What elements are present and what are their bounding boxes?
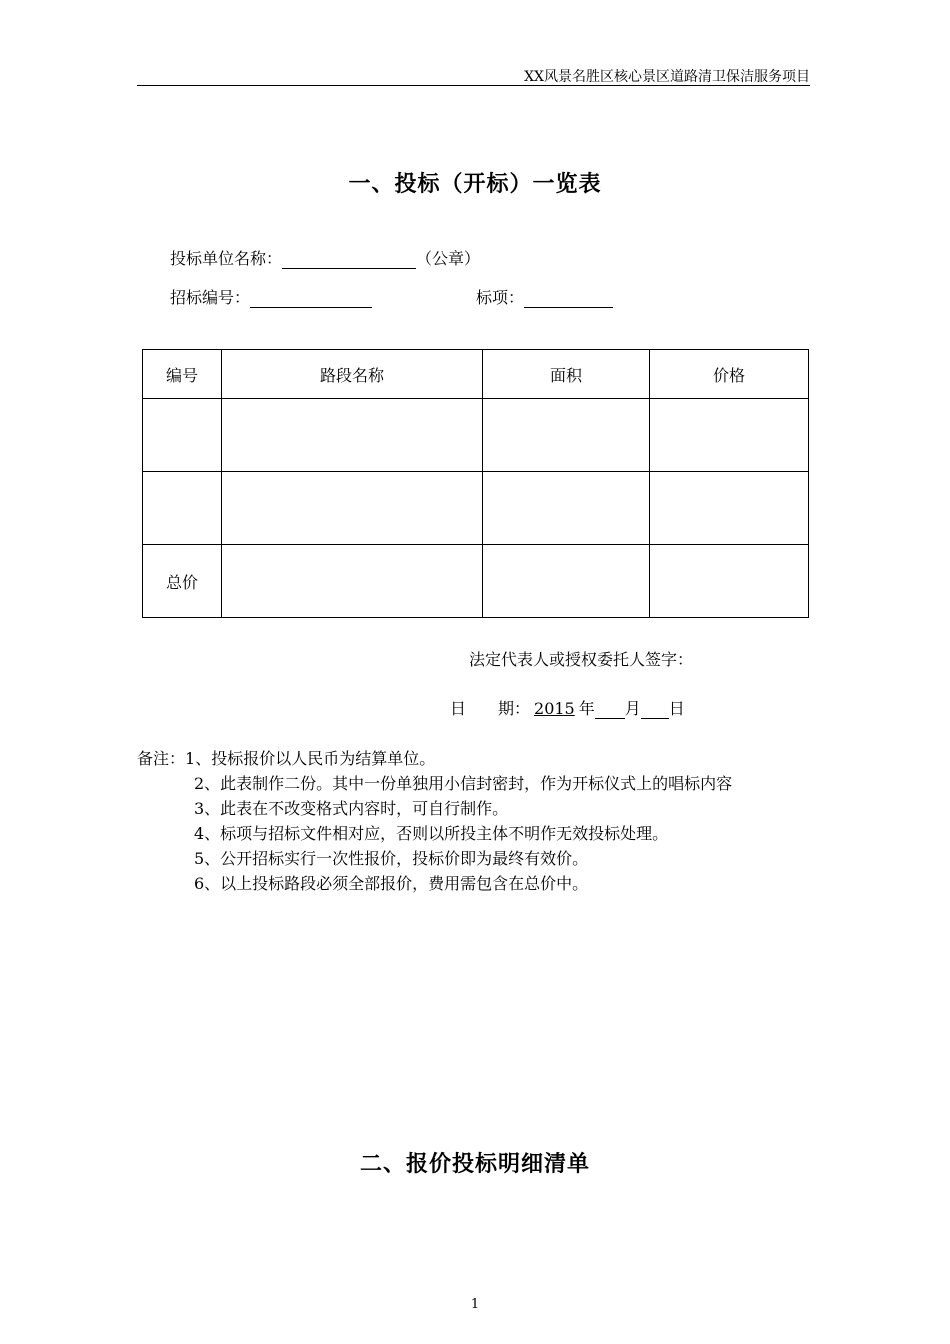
bidder-label: 投标单位名称： [170,249,283,268]
table-cell[interactable] [222,399,483,472]
note-item: 3、此表在不改变格式内容时，可自行制作。 [194,799,509,818]
signature-label: 法定代表人或授权委托人签字： [469,650,694,669]
date-line [450,696,685,719]
section-1-title: 一、投标（开标）一览表 [348,171,602,197]
notes-prefix: 备注： [137,749,186,768]
note-item: 4、标项与招标文件相对应，否则以所投主体不明作无效投标处理。 [194,824,669,843]
table-cell[interactable] [143,472,222,545]
section-2-title: 二、报价投标明细清单 [359,1151,590,1177]
table-cell[interactable] [483,472,650,545]
table-row [143,399,809,472]
table-cell[interactable] [222,472,483,545]
note-item: 5、公开招标实行一次性报价，投标价即为最终有效价。 [194,849,589,868]
total-row [143,545,809,618]
tender-no-blank[interactable] [250,289,372,308]
bidder-blank[interactable] [282,250,416,269]
date-label: 日 期： [450,699,531,718]
col-header-road-name: 路段名称 [222,350,483,399]
table-cell[interactable] [222,545,483,618]
tender-no-label: 招标编号： [170,288,251,307]
page-number: 1 [470,1297,480,1312]
date-day-unit: 日 [668,699,685,718]
date-month-unit: 月 [624,699,641,718]
table-cell[interactable] [483,545,650,618]
note-item: 1、投标报价以人民币为结算单位。 [185,749,436,768]
running-header: XX风景名胜区核心景区道路清卫保洁服务项目 [524,69,810,85]
table-header-row [143,350,809,399]
date-day-blank[interactable] [641,700,669,719]
col-header-area: 面积 [483,350,650,399]
col-header-price: 价格 [650,350,809,399]
date-year-unit: 年 [578,699,595,718]
date-month-blank[interactable] [595,700,625,719]
table-cell[interactable] [483,399,650,472]
table-cell[interactable] [143,399,222,472]
header-rule [137,85,810,86]
bid-summary-table [142,349,809,618]
bidder-suffix: （公章） [416,249,481,268]
total-label-cell: 总价 [143,545,222,618]
note-item: 2、此表制作二份。其中一份单独用小信封密封，作为开标仪式上的唱标内容 [194,774,733,793]
bidder-line [170,246,480,269]
table-cell[interactable] [650,399,809,472]
note-item: 6、以上投标路段必须全部报价，费用需包含在总价中。 [194,874,589,893]
tender-no-line [170,285,372,308]
total-price-cell[interactable] [650,545,809,618]
notes-block [137,746,732,896]
col-header-number: 编号 [143,350,222,399]
lot-blank[interactable] [524,289,613,308]
lot-line [476,285,613,308]
lot-label: 标项： [476,288,525,307]
date-year[interactable]: 2015 [534,699,575,718]
table-row [143,472,809,545]
table-cell[interactable] [650,472,809,545]
